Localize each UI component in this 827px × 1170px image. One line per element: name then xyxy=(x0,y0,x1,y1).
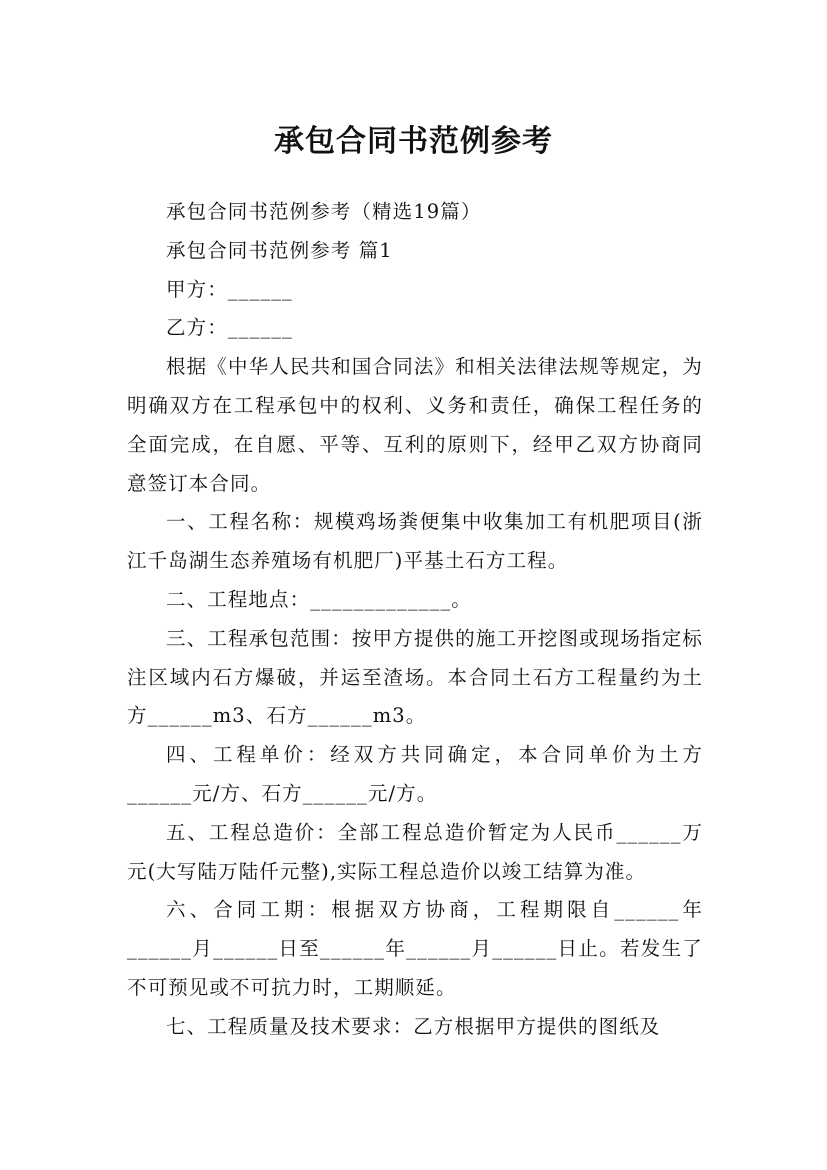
paragraph-clause-6: 六、合同工期：根据双方协商，工程期限自______年______月______日至______年______月______日止。若发生了不可预见或不可抗力时，工期顺延。 xyxy=(127,898,703,999)
paragraph-party-b: 乙方：______ xyxy=(166,316,293,340)
paragraph-clause-7: 七、工程质量及技术要求：乙方根据甲方提供的图纸及 xyxy=(166,1014,661,1038)
paragraph-preamble: 根据《中华人民共和国合同法》和相关法律法规等规定，为明确双方在工程承包中的权利、义务和责任，确保工程任务的全面完成，在自愿、平等、互利的原则下，经甲乙双方协商同意签订本合同。 xyxy=(127,355,703,495)
paragraph-clause-3: 三、工程承包范围：按甲方提供的施工开挖图或现场指定标注区域内石方爆破，并运至渣场。本合同土石方工程量约为土方______m3、石方______m3。 xyxy=(127,626,703,728)
document-title: 承包合同书范例参考 xyxy=(274,124,553,160)
paragraph-section-title: 承包合同书范例参考 篇1 xyxy=(166,238,393,262)
paragraph-clause-1: 一、工程名称：规模鸡场粪便集中收集加工有机肥项目(浙江千岛湖生态养殖场有机肥厂)平基土石方工程。 xyxy=(127,510,703,573)
paragraph-party-a: 甲方：______ xyxy=(166,277,293,301)
document-body xyxy=(127,193,703,1047)
paragraph-clause-4: 四、工程单价：经双方共同确定，本合同单价为土方______元/方、石方______元/方。 xyxy=(127,743,703,805)
paragraph-clause-5: 五、工程总造价：全部工程总造价暂定为人民币______万元(大写陆万陆仟元整),实际工程总造价以竣工结算为准。 xyxy=(127,820,703,883)
paragraph-heading: 承包合同书范例参考（精选19篇） xyxy=(166,200,482,223)
paragraph-clause-2: 二、工程地点：_____________。 xyxy=(166,587,472,611)
